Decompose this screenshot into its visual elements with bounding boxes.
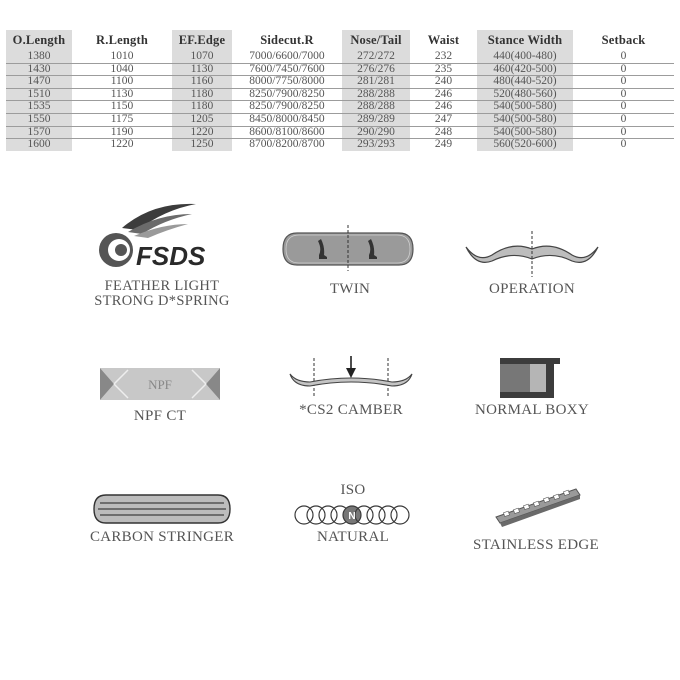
spec-cell: 1130 [72, 88, 172, 101]
spec-cell: 289/289 [342, 113, 410, 126]
spec-cell: 1600 [6, 139, 72, 151]
spec-cell: 1470 [6, 76, 72, 89]
spec-cell: 1205 [172, 113, 232, 126]
spec-cell: 1130 [172, 63, 232, 76]
spec-cell: 1220 [172, 126, 232, 139]
spec-cell: 272/272 [342, 51, 410, 63]
camber-profile-icon [286, 352, 416, 402]
operation-profile-icon [462, 229, 602, 279]
header-sidecut: Sidecut.R [260, 33, 314, 47]
stainless-label: STAINLESS EDGE [473, 537, 599, 553]
spec-cell: 0 [573, 101, 674, 114]
npf-label: NPF CT [133, 408, 187, 424]
spec-cell: 7600/7450/7600 [232, 63, 342, 76]
spec-row [6, 76, 674, 89]
spec-cell: 247 [410, 113, 477, 126]
spec-cell: 480(440-520) [477, 76, 573, 89]
spec-cell: 288/288 [342, 101, 410, 114]
spec-cell: 1250 [172, 139, 232, 151]
spec-row [6, 63, 674, 76]
boxy-label: NORMAL BOXY [475, 402, 589, 418]
spec-row [6, 88, 674, 101]
spec-cell: 1160 [172, 76, 232, 89]
spec-cell: 1180 [172, 88, 232, 101]
fsds-label-line2: STRONG D*SPRING [94, 293, 230, 309]
spec-cell: 288/288 [342, 88, 410, 101]
spec-cell: 281/281 [342, 76, 410, 89]
spec-cell: 246 [410, 88, 477, 101]
feature-stainless [446, 483, 626, 563]
spec-cell: 0 [573, 126, 674, 139]
feature-boxy [442, 352, 622, 432]
header-waist: Waist [427, 33, 460, 47]
iso-rings-icon [293, 502, 413, 528]
spec-cell: 246 [410, 101, 477, 114]
header-nose-tail: Nose/Tail [342, 30, 410, 51]
spec-cell: 560(520-600) [477, 139, 573, 151]
camber-label: *CS2 CAMBER [299, 402, 403, 418]
feature-npf [70, 360, 250, 430]
spec-cell: 0 [573, 51, 674, 63]
spec-cell: 1175 [72, 113, 172, 126]
npf-core-icon [98, 366, 222, 402]
natural-label: NATURAL [316, 529, 390, 545]
spec-cell: 235 [410, 63, 477, 76]
spec-cell: 8600/8100/8600 [232, 126, 342, 139]
spec-cell: 232 [410, 51, 477, 63]
spec-cell: 0 [573, 113, 674, 126]
fsds-logo-icon [92, 200, 232, 272]
spec-cell: 0 [573, 63, 674, 76]
twin-board-icon [279, 221, 417, 271]
feature-twin [260, 215, 440, 305]
spec-header-row [6, 30, 674, 51]
spec-cell: 1040 [72, 63, 172, 76]
spec-cell: 1570 [6, 126, 72, 139]
spec-cell: 8250/7900/8250 [232, 88, 342, 101]
spec-row [6, 126, 674, 139]
spec-table [6, 30, 674, 151]
spec-cell: 8000/7750/8000 [232, 76, 342, 89]
iso-ring-letter: N [348, 511, 356, 522]
spec-cell: 0 [573, 88, 674, 101]
spec-row [6, 101, 674, 114]
feature-operation [442, 215, 622, 305]
spec-cell: 0 [620, 138, 627, 151]
spec-cell: 240 [410, 76, 477, 89]
spec-cell: 249 [434, 138, 453, 151]
feature-camber [256, 350, 446, 430]
spec-cell: 8700/8200/8700 [249, 138, 325, 151]
spec-body [6, 51, 674, 151]
spec-cell: 276/276 [342, 63, 410, 76]
carbon-stringer-icon [92, 492, 232, 526]
spec-cell: 440(400-480) [477, 51, 573, 63]
boxy-sidewall-icon [498, 356, 562, 400]
spec-cell: 8250/7900/8250 [232, 101, 342, 114]
spec-cell: 1100 [72, 76, 172, 89]
spec-cell: 1070 [172, 51, 232, 63]
spec-cell: 1180 [172, 101, 232, 114]
stainless-edge-icon [490, 483, 586, 529]
spec-cell: 0 [573, 76, 674, 89]
natural-top-label: ISO [340, 482, 366, 498]
spec-cell: 540(500-580) [477, 126, 573, 139]
spec-cell: 1380 [6, 51, 72, 63]
spec-cell: 248 [410, 126, 477, 139]
spec-cell: 1535 [6, 101, 72, 114]
spec-cell: 1190 [72, 126, 172, 139]
spec-cell: 1010 [72, 51, 172, 63]
spec-row [6, 51, 674, 63]
spec-cell: 540(500-580) [477, 101, 573, 114]
feature-natural [263, 482, 443, 552]
spec-row [6, 113, 674, 126]
spec-cell: 290/290 [342, 126, 410, 139]
carbon-label: CARBON STRINGER [89, 529, 235, 545]
spec-cell: 1510 [6, 88, 72, 101]
spec-cell: 293/293 [342, 139, 410, 151]
feature-carbon [72, 488, 252, 558]
header-o-length: O.Length [6, 30, 72, 51]
header-setback: Setback [601, 33, 646, 47]
fsds-logo-text: FSDS [136, 241, 206, 271]
spec-cell: 1220 [110, 138, 134, 151]
spec-cell: 1150 [72, 101, 172, 114]
spec-cell: 7000/6600/7000 [232, 51, 342, 63]
feature-fsds [62, 200, 262, 315]
npf-badge-text: NPF [148, 377, 172, 392]
spec-cell: 8450/8000/8450 [232, 113, 342, 126]
spec-cell: 1430 [6, 63, 72, 76]
header-r-length: R.Length [96, 33, 148, 47]
spec-row [6, 139, 674, 151]
spec-cell: 540(500-580) [477, 113, 573, 126]
spec-cell: 520(480-560) [477, 88, 573, 101]
header-stance-width: Stance Width [477, 30, 573, 51]
spec-cell: 460(420-500) [477, 63, 573, 76]
header-ef-edge: EF.Edge [172, 30, 232, 51]
operation-label: OPERATION [488, 281, 576, 297]
fsds-label-line1: FEATHER LIGHT [104, 278, 220, 294]
spec-cell: 1550 [6, 113, 72, 126]
twin-label: TWIN [329, 281, 371, 297]
